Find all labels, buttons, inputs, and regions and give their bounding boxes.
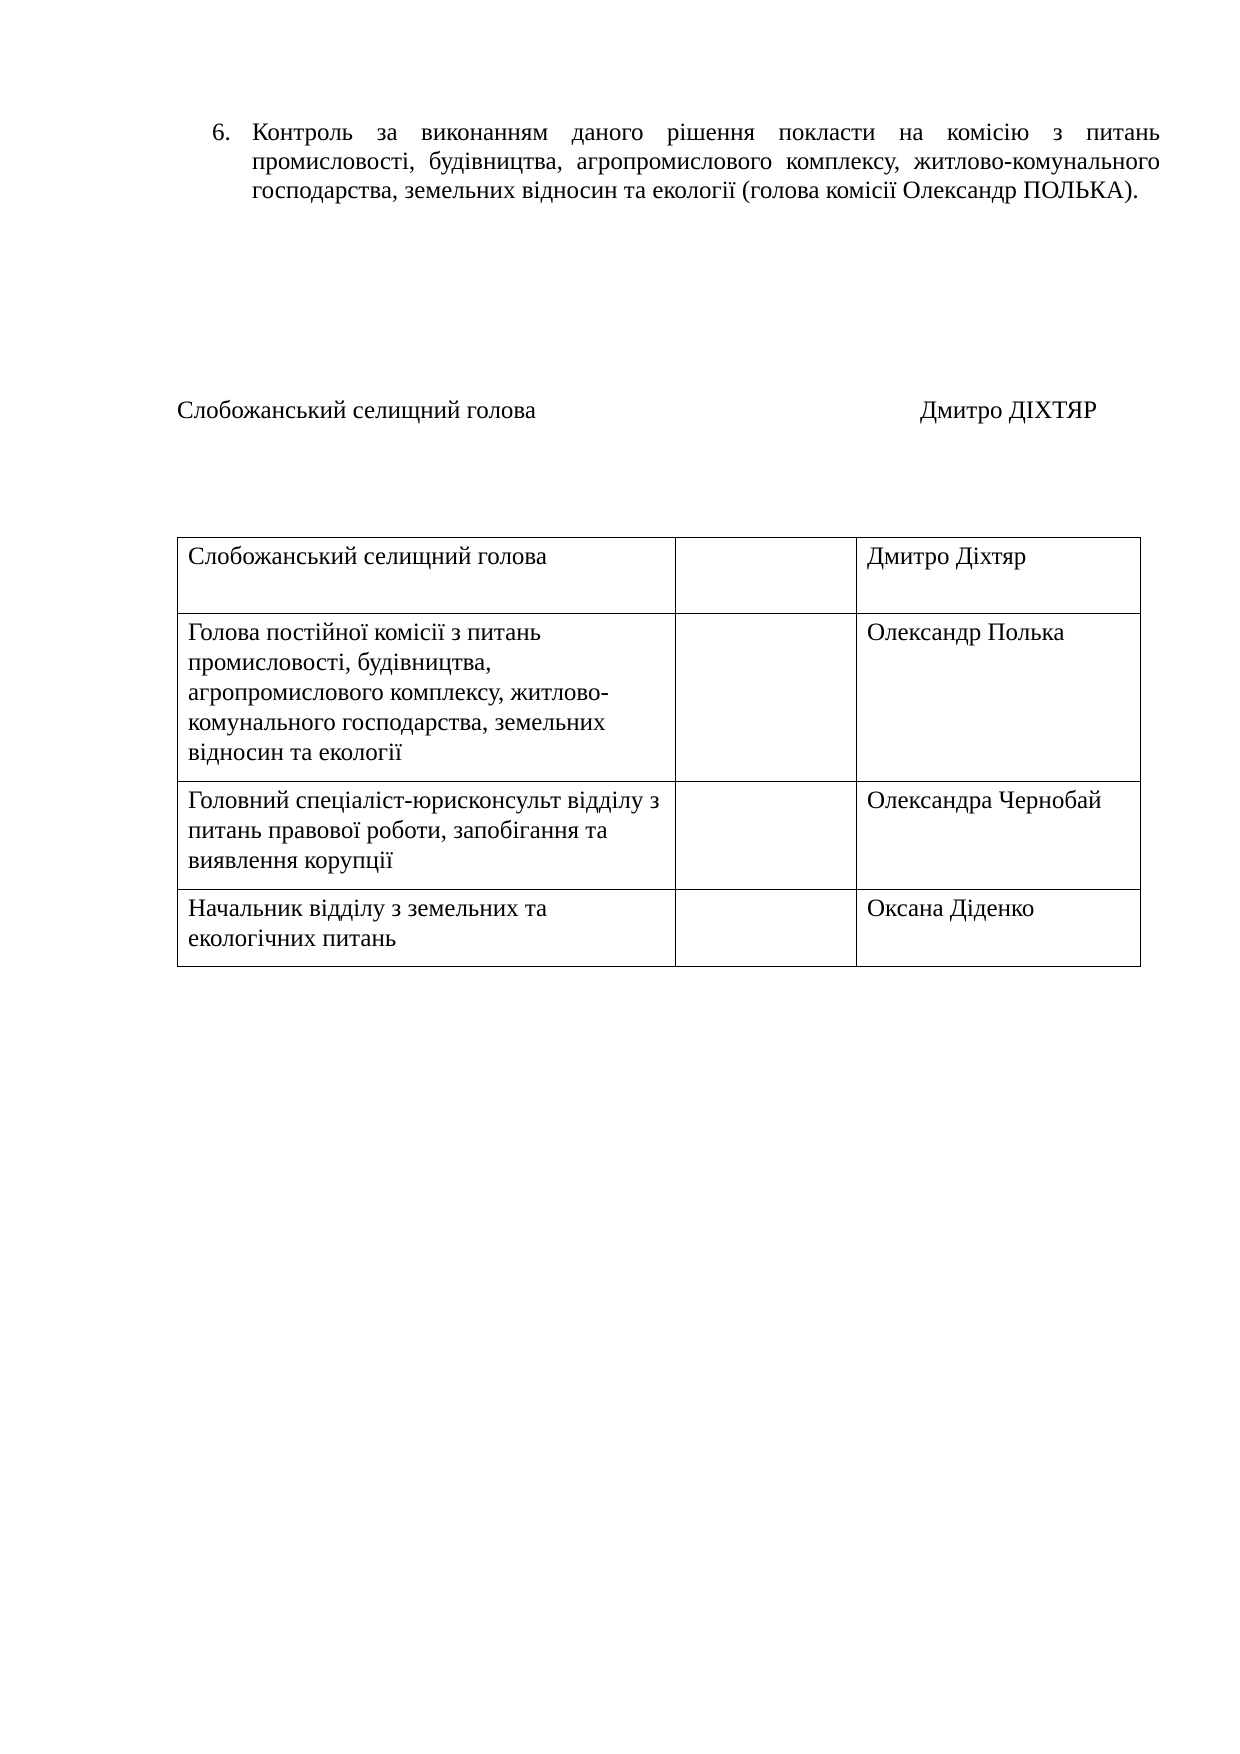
signature-cell <box>676 538 857 614</box>
name-cell: Олександр Полька <box>857 614 1141 782</box>
position-cell: Начальник відділу з земельних та екологічних питань <box>178 890 676 967</box>
signature-cell <box>676 782 857 890</box>
name-cell: Дмитро Діхтяр <box>857 538 1141 614</box>
signature-cell <box>676 614 857 782</box>
position-cell: Слобожанський селищний голова <box>178 538 676 614</box>
name-cell: Оксана Діденко <box>857 890 1141 967</box>
table-row <box>178 614 1141 782</box>
table-row <box>178 890 1141 967</box>
approval-table <box>177 537 1141 967</box>
item-number: 6. <box>212 119 231 146</box>
table-row <box>178 782 1141 890</box>
position-cell: Голова постійної комісії з питань промисловості, будівництва, агропромислового комплексу, житлово-комунального господарства, земельних відносин та екології <box>178 614 676 782</box>
name-cell: Олександра Чернобай <box>857 782 1141 890</box>
signature-position: Слобожанський селищний голова <box>177 397 536 424</box>
position-cell: Головний спеціаліст-юрисконсульт відділу з питань правової роботи, запобігання та виявлення корупції <box>178 782 676 890</box>
item-text: Контроль за виконанням даного рішення покласти на комісію з питань промисловості, будівництва, агропромислового комплексу, житлово-комунального господарства, земельних відносин та екології (голова комісії Олександр ПОЛЬКА). <box>252 119 1160 204</box>
table-row <box>178 538 1141 614</box>
signature-cell <box>676 890 857 967</box>
signature-name: Дмитро ДІХТЯР <box>920 397 1098 424</box>
